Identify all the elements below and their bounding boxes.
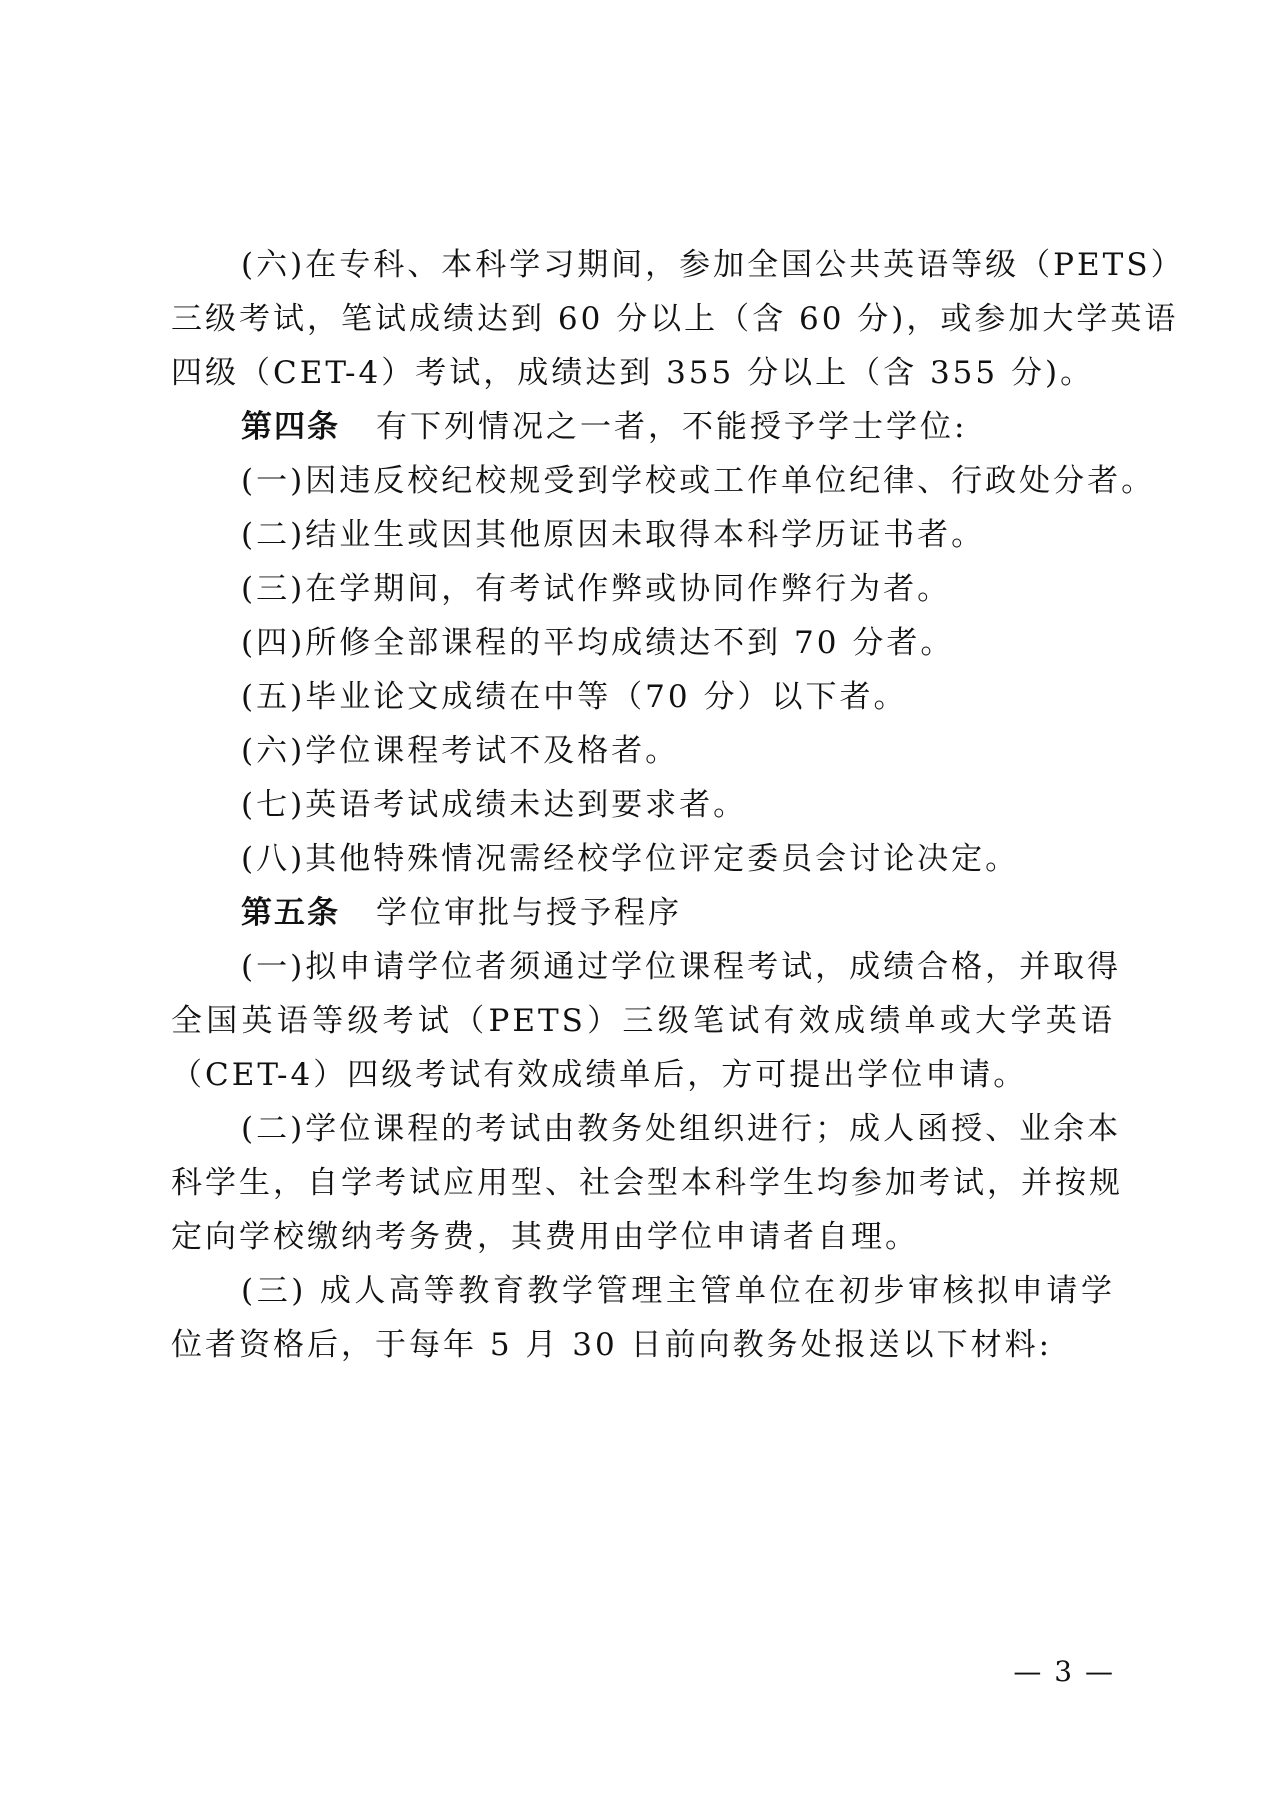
list-item: (四)所修全部课程的平均成绩达不到 70 分者。	[241, 625, 955, 661]
page-number: — 3 —	[1013, 1655, 1115, 1688]
paragraph-line: 科学生，自学考试应用型、社会型本科学生均参加考试，并按规	[171, 1165, 1123, 1201]
paragraph-line: 全国英语等级考试（PETS）三级笔试有效成绩单或大学英语	[171, 1003, 1115, 1039]
article-4-heading	[241, 396, 1115, 458]
list-item: (三)在学期间，有考试作弊或协同作弊行为者。	[241, 571, 952, 607]
article-text: 有下列情况之一者，不能授予学士学位:	[376, 409, 968, 445]
paragraph-line: （CET-4）四级考试有效成绩单后，方可提出学位申请。	[171, 1057, 1028, 1093]
article-5-heading	[241, 882, 1115, 944]
list-item: (七)英语考试成绩未达到要求者。	[241, 787, 748, 823]
paragraph-line: 定向学校缴纳考务费，其费用由学位申请者自理。	[171, 1219, 919, 1255]
list-item: (五)毕业论文成绩在中等（70 分）以下者。	[241, 679, 908, 715]
paragraph-line: (一)拟申请学位者须通过学位课程考试，成绩合格，并取得	[241, 949, 1122, 985]
article-label: 第四条	[241, 409, 340, 445]
paragraph-line: (二)学位课程的考试由教务处组织进行；成人函授、业余本	[241, 1111, 1122, 1147]
article-text: 学位审批与授予程序	[376, 895, 682, 931]
paragraph-line: (六)在专科、本科学习期间，参加全国公共英语等级（PETS）	[241, 247, 1185, 283]
article-label: 第五条	[241, 895, 340, 931]
list-item: (二)结业生或因其他原因未取得本科学历证书者。	[241, 517, 986, 553]
paragraph-line: 三级考试，笔试成绩达到 60 分以上（含 60 分)，或参加大学英语	[171, 301, 1179, 337]
paragraph-line: 四级（CET-4）考试，成绩达到 355 分以上（含 355 分)。	[171, 355, 1095, 391]
list-item: (一)因违反校纪校规受到学校或工作单位纪律、行政处分者。	[241, 463, 1156, 499]
list-item: (六)学位课程考试不及格者。	[241, 733, 680, 769]
paragraph-line: 位者资格后，于每年 5 月 30 日前向教务处报送以下材料:	[171, 1327, 1053, 1363]
paragraph-line: (三) 成人高等教育教学管理主管单位在初步审核拟申请学	[241, 1273, 1115, 1309]
list-item: (八)其他特殊情况需经校学位评定委员会讨论决定。	[241, 841, 1020, 877]
